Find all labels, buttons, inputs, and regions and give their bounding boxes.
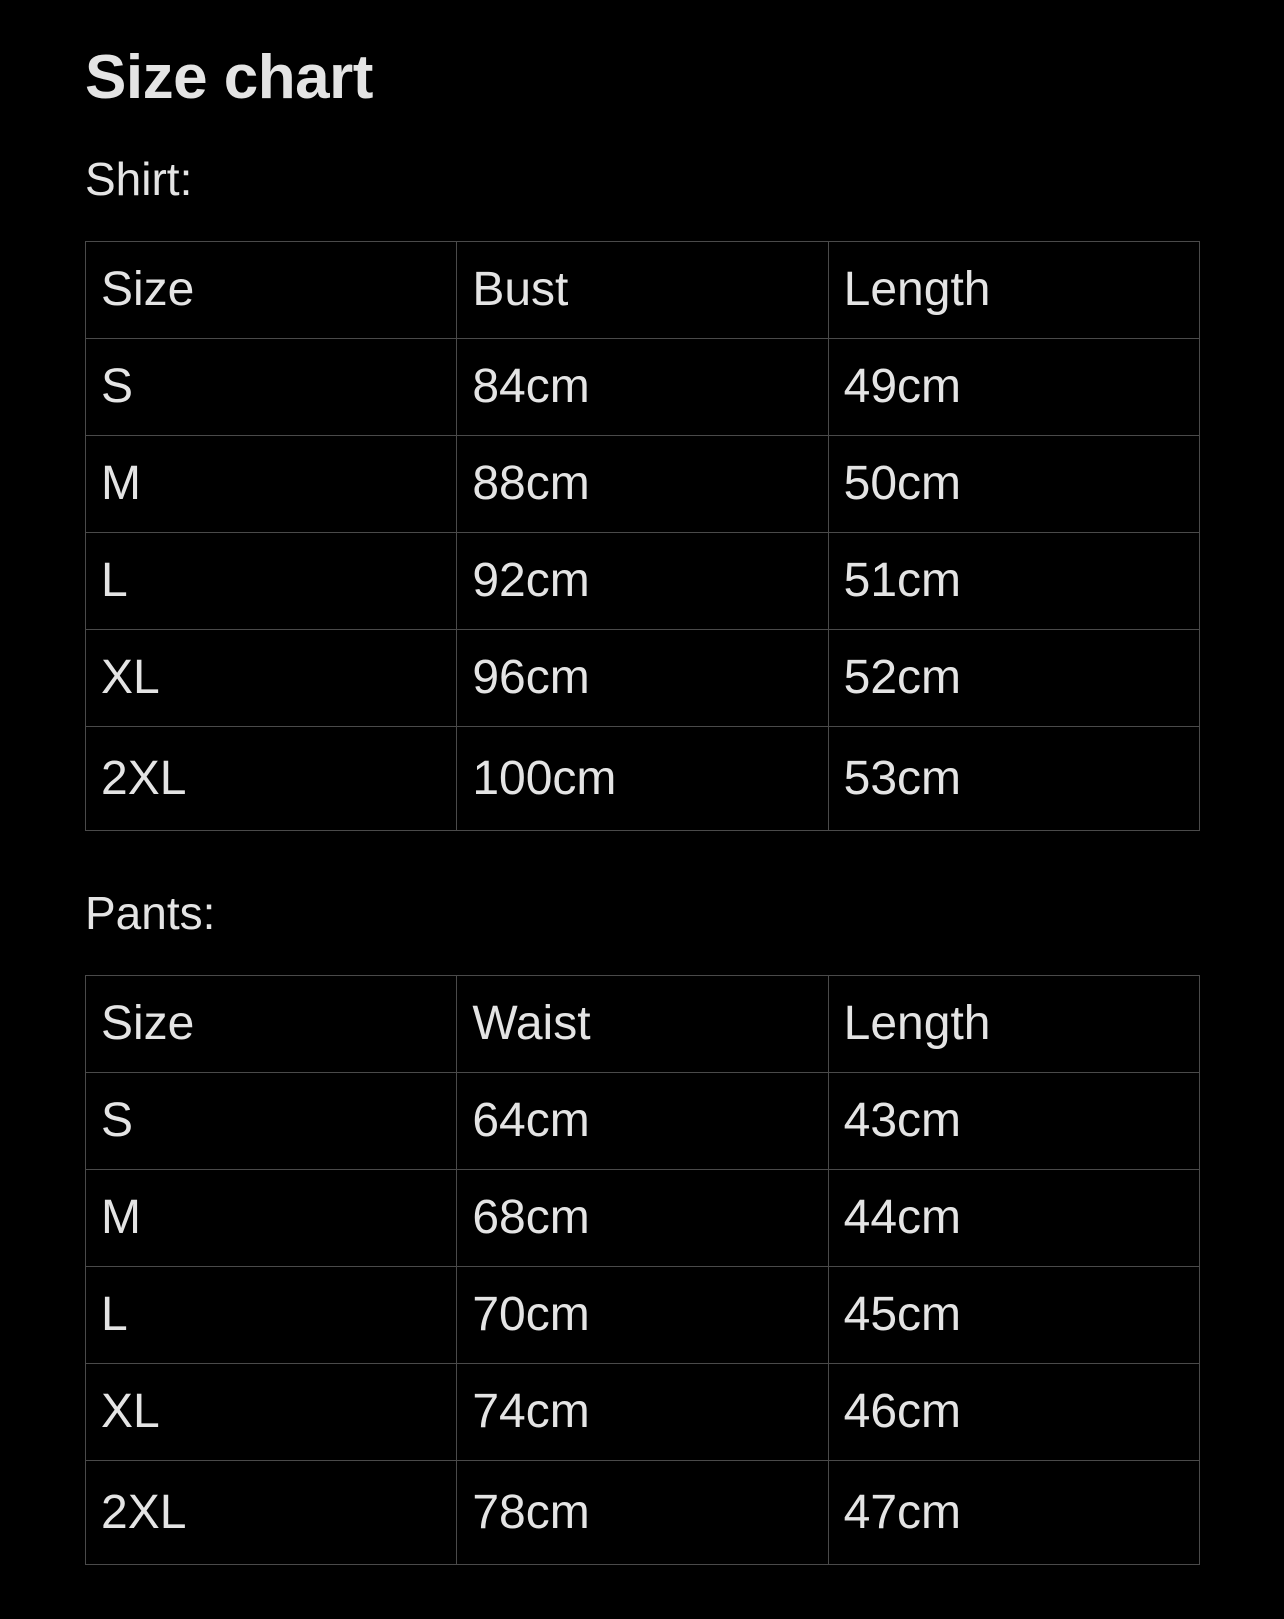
table-row <box>86 1073 1200 1170</box>
size-cell: L <box>86 1267 457 1364</box>
length-cell: 43cm <box>828 1073 1199 1170</box>
header-cell-length: Length <box>828 242 1199 339</box>
length-cell: 53cm <box>828 727 1199 831</box>
length-cell: 50cm <box>828 436 1199 533</box>
bust-cell: 88cm <box>457 436 828 533</box>
size-cell: 2XL <box>86 727 457 831</box>
size-cell: XL <box>86 630 457 727</box>
size-cell: 2XL <box>86 1461 457 1565</box>
size-cell: M <box>86 436 457 533</box>
pants-section-label: Pants: <box>85 887 216 939</box>
header-cell-size: Size <box>86 242 457 339</box>
length-cell: 49cm <box>828 339 1199 436</box>
waist-cell: 68cm <box>457 1170 828 1267</box>
header-cell-size: Size <box>86 976 457 1073</box>
shirt-size-table <box>85 241 1200 831</box>
waist-cell: 64cm <box>457 1073 828 1170</box>
size-cell: S <box>86 339 457 436</box>
table-row <box>86 533 1200 630</box>
table-header-row <box>86 976 1200 1073</box>
length-cell: 44cm <box>828 1170 1199 1267</box>
table-row <box>86 1267 1200 1364</box>
bust-cell: 96cm <box>457 630 828 727</box>
waist-cell: 78cm <box>457 1461 828 1565</box>
size-cell: XL <box>86 1364 457 1461</box>
table-row <box>86 1170 1200 1267</box>
table-row <box>86 1461 1200 1565</box>
length-cell: 51cm <box>828 533 1199 630</box>
table-header-row <box>86 242 1200 339</box>
size-cell: M <box>86 1170 457 1267</box>
waist-cell: 74cm <box>457 1364 828 1461</box>
shirt-section-label: Shirt: <box>85 153 193 205</box>
table-row <box>86 1364 1200 1461</box>
table-row <box>86 630 1200 727</box>
size-cell: S <box>86 1073 457 1170</box>
length-cell: 47cm <box>828 1461 1199 1565</box>
page-title: Size chart <box>85 43 373 112</box>
table-row <box>86 727 1200 831</box>
header-cell-bust: Bust <box>457 242 828 339</box>
bust-cell: 100cm <box>457 727 828 831</box>
pants-size-table <box>85 975 1200 1565</box>
length-cell: 45cm <box>828 1267 1199 1364</box>
waist-cell: 70cm <box>457 1267 828 1364</box>
bust-cell: 92cm <box>457 533 828 630</box>
length-cell: 46cm <box>828 1364 1199 1461</box>
bust-cell: 84cm <box>457 339 828 436</box>
length-cell: 52cm <box>828 630 1199 727</box>
table-row <box>86 339 1200 436</box>
header-cell-length: Length <box>828 976 1199 1073</box>
size-cell: L <box>86 533 457 630</box>
header-cell-waist: Waist <box>457 976 828 1073</box>
table-row <box>86 436 1200 533</box>
